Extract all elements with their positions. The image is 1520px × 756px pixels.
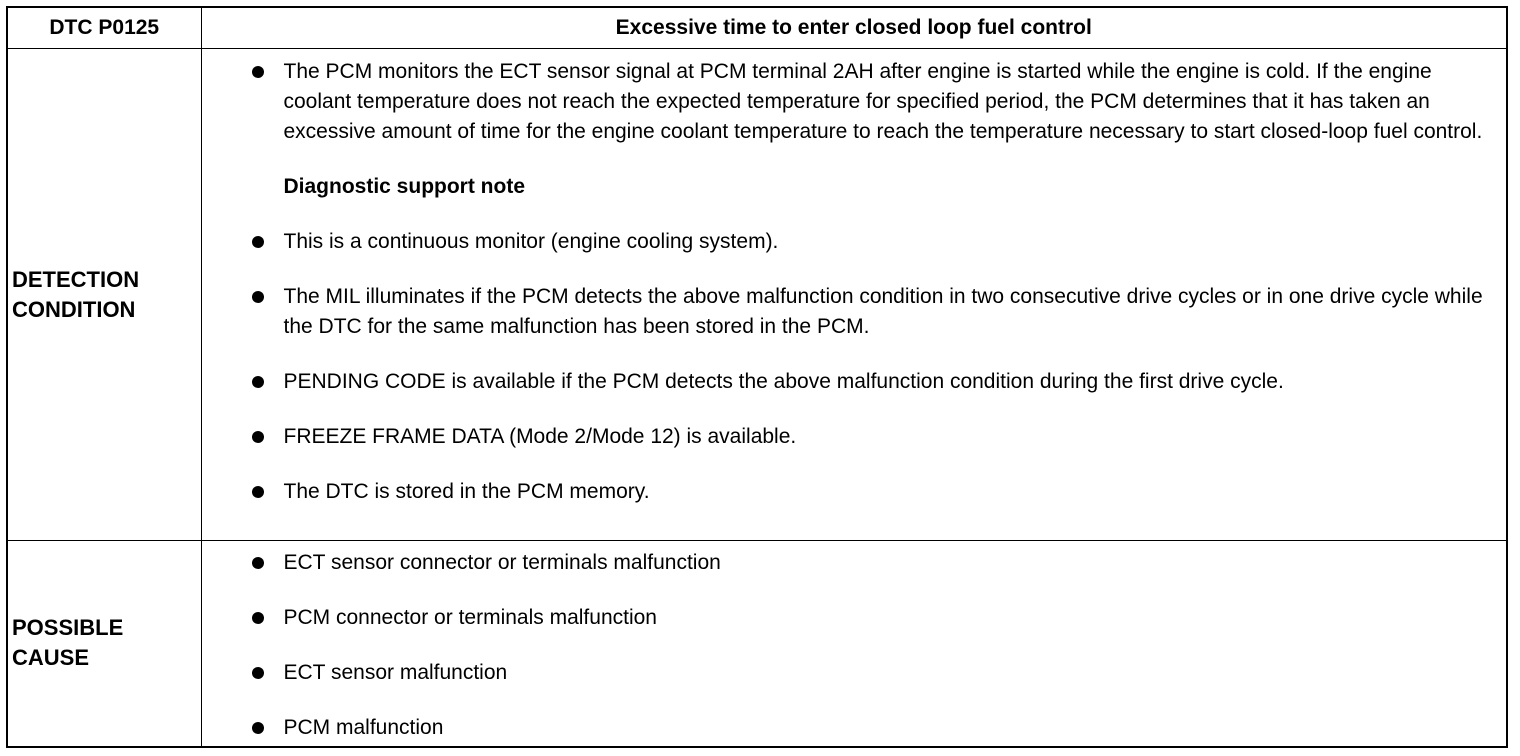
list-item <box>202 227 1507 257</box>
detection-condition-row <box>7 49 1507 541</box>
detection-item-text: FREEZE FRAME DATA (Mode 2/Mode 12) is available. <box>283 425 797 448</box>
bullet-icon <box>252 722 264 734</box>
header-row <box>7 7 1507 49</box>
list-item <box>202 57 1507 147</box>
cause-item-text: ECT sensor malfunction <box>283 661 508 684</box>
list-item <box>202 422 1507 452</box>
dtc-table <box>6 6 1508 748</box>
dtc-code-cell: DTC P0125 <box>7 7 201 49</box>
list-item <box>202 172 1507 202</box>
detection-list <box>202 49 1507 507</box>
bullet-icon <box>252 66 264 78</box>
detection-label-line2: CONDITION <box>12 296 136 322</box>
bullet-icon <box>252 431 264 443</box>
dtc-title-cell: Excessive time to enter closed loop fuel control <box>201 7 1507 49</box>
detection-item-text: PENDING CODE is available if the PCM detects the above malfunction condition during the first drive cycle. <box>283 370 1284 393</box>
list-item <box>202 603 1507 633</box>
bullet-icon <box>252 291 264 303</box>
detection-condition-label <box>7 49 201 541</box>
list-item <box>202 477 1507 507</box>
diagnostic-note-heading: Diagnostic support note <box>283 175 525 198</box>
possible-cause-content <box>201 541 1507 747</box>
possible-cause-row <box>7 541 1507 747</box>
detection-item-text: The MIL illuminates if the PCM detects the above malfunction condition in two consecutive drive cycles or in one drive cycle while the DTC for the same malfunction has been stored in the PCM. <box>283 285 1483 338</box>
cause-item-text: PCM malfunction <box>283 716 444 739</box>
bullet-icon <box>252 612 264 624</box>
bullet-icon <box>252 236 264 248</box>
cause-label-line2: CAUSE <box>12 645 90 671</box>
detection-item-text: This is a continuous monitor (engine cooling system). <box>283 230 779 253</box>
list-item <box>202 658 1507 688</box>
detection-item-text: The PCM monitors the ECT sensor signal at PCM terminal 2AH after engine is started while the engine is cold. If the engine coolant temperature does not reach the expected temperature for specified period, the PCM determines that it has taken an excessive amount of time for the engine coolant temperature to reach the temperature necessary to start closed-loop fuel control. <box>283 60 1483 143</box>
bullet-icon <box>252 486 264 498</box>
cause-item-text: ECT sensor connector or terminals malfunction <box>283 551 721 574</box>
detection-label-line1: DETECTION <box>12 266 140 292</box>
detection-item-text: The DTC is stored in the PCM memory. <box>283 480 650 503</box>
possible-cause-label <box>7 541 201 747</box>
bullet-icon <box>252 557 264 569</box>
list-item <box>202 367 1507 397</box>
cause-list <box>202 541 1507 743</box>
bullet-icon <box>252 376 264 388</box>
list-item <box>202 548 1507 578</box>
bullet-icon <box>252 667 264 679</box>
list-item <box>202 713 1507 743</box>
cause-item-text: PCM connector or terminals malfunction <box>283 606 657 629</box>
list-item <box>202 282 1507 342</box>
detection-condition-content <box>201 49 1507 541</box>
cause-label-line1: POSSIBLE <box>12 615 124 641</box>
